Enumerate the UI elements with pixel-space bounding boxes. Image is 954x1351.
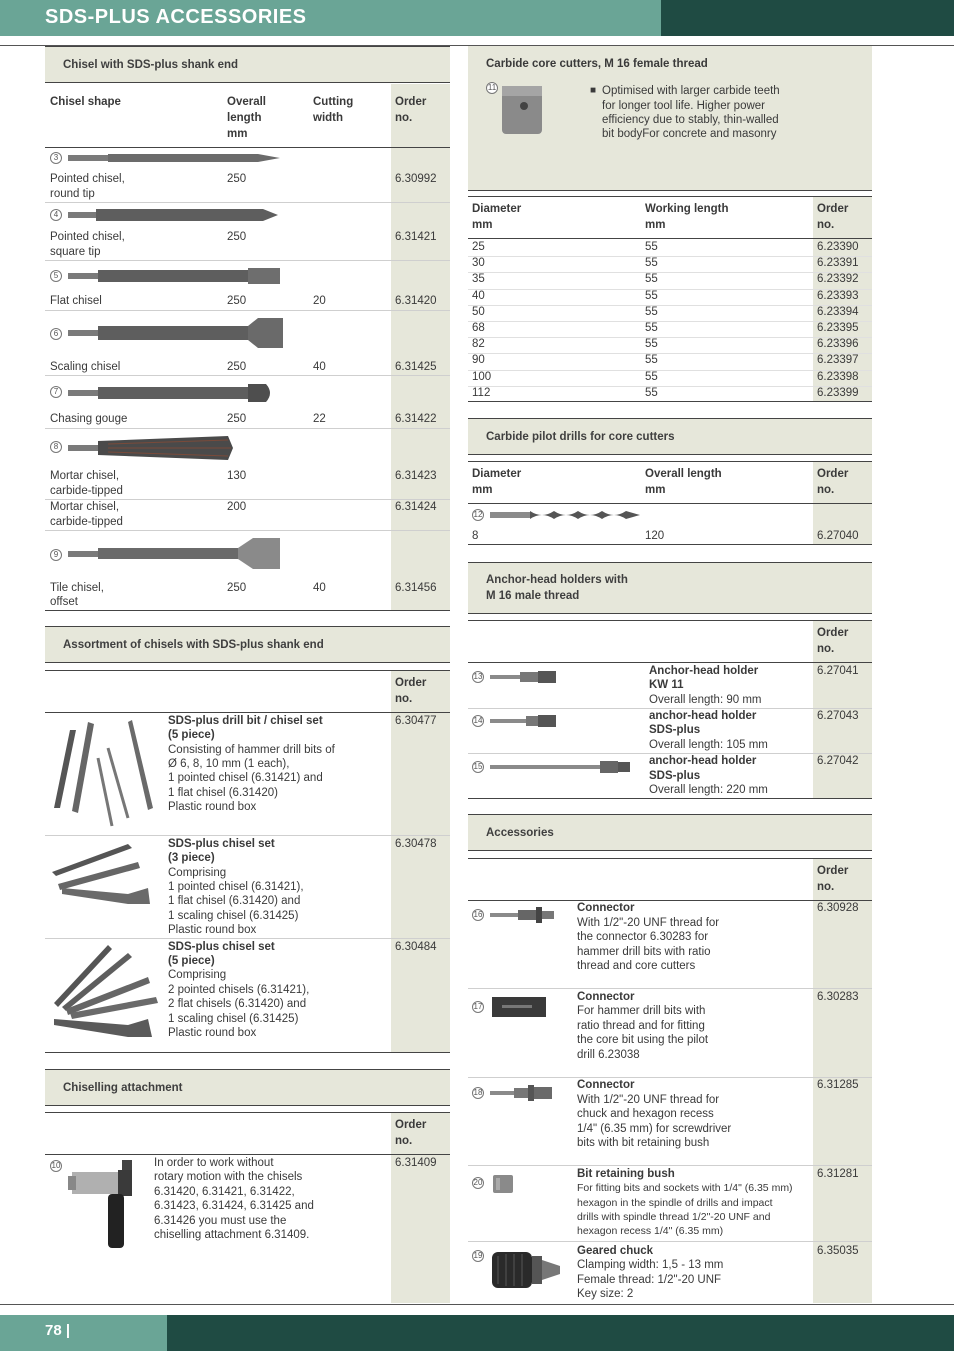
core-order: 6.23396 (817, 338, 859, 351)
table-rule (468, 620, 872, 621)
col-header-order-1: Order (395, 677, 427, 689)
col-header-order-2: no. (817, 484, 835, 496)
row-separator (468, 1077, 872, 1078)
item-number: 15 (473, 762, 483, 771)
core-cutter-desc: bit bodyFor concrete and masonry (602, 128, 777, 140)
accessory-order: 6.30928 (817, 902, 859, 914)
chisel-order: 6.31423 (395, 470, 437, 482)
set-desc: 2 flat chisels (6.31420) and (168, 998, 307, 1010)
item-number: 12 (473, 510, 483, 519)
attachment-desc: rotary motion with the chisels (154, 1171, 303, 1183)
core-order: 6.23397 (817, 354, 859, 367)
chisel-set-3-image (48, 842, 154, 910)
set-desc: Comprising (168, 867, 227, 879)
core-diameter: 35 (472, 273, 485, 286)
pilot-order: 6.27040 (817, 530, 859, 542)
col-header-width-1: Cutting (313, 96, 354, 108)
row-separator (468, 353, 872, 354)
core-diameter: 30 (472, 257, 485, 270)
table-rule (468, 196, 872, 197)
row-separator (468, 305, 872, 306)
set-title: (5 piece) (168, 729, 215, 741)
row-separator (468, 272, 872, 273)
accessory-desc: bits with bit retaining bush (577, 1137, 710, 1149)
core-order: 6.23398 (817, 370, 859, 383)
table-rule (468, 544, 872, 545)
core-length: 55 (645, 386, 658, 399)
set-order: 6.30477 (395, 715, 437, 727)
connector-2-image (492, 996, 548, 1018)
core-length: 55 (645, 370, 658, 383)
scaling-chisel-image (68, 317, 286, 349)
col-header-order-1: Order (817, 203, 849, 215)
accessory-desc: drills with spindle thread 1/2"-20 UNF and (577, 1211, 771, 1223)
accessory-name: Connector (577, 991, 635, 1003)
accessory-desc: chuck and hexagon recess (577, 1108, 714, 1120)
table-rule (468, 461, 872, 462)
core-order: 6.23395 (817, 322, 859, 334)
col-header-length-1: Overall (227, 96, 266, 108)
set-desc: 1 flat chisel (6.31420) (168, 787, 278, 799)
anchor-name: KW 11 (649, 679, 684, 691)
set-desc: Plastic round box (168, 1027, 257, 1039)
chisel-width: 20 (313, 295, 326, 307)
chisel-name: Chasing gouge (50, 413, 128, 425)
accessory-name: Geared chuck (577, 1245, 654, 1257)
anchor-holder-sds-image (490, 713, 560, 729)
set-desc: 1 scaling chisel (6.31425) (168, 1013, 299, 1025)
col-header-order-1: Order (395, 1119, 427, 1131)
row-separator (468, 1165, 872, 1166)
anchor-holder-kw11-image (490, 669, 560, 685)
anchor-desc: Overall length: 90 mm (649, 694, 762, 706)
table-rule (468, 900, 872, 901)
col-header-order-1: Order (817, 468, 849, 480)
chisel-name: Pointed chisel, (50, 173, 125, 185)
row-separator (468, 988, 872, 989)
col-header-length-2: mm (645, 219, 666, 231)
anchor-desc: Overall length: 220 mm (649, 784, 768, 796)
core-length: 55 (645, 322, 658, 334)
flat-chisel-image (68, 267, 282, 285)
chisel-order: 6.31422 (395, 413, 437, 425)
core-order: 6.23391 (817, 257, 859, 270)
connector-3-image (490, 1084, 556, 1102)
core-diameter: 112 (472, 386, 491, 399)
section-title: Accessories (486, 826, 554, 839)
col-header-length-1: Working length (645, 203, 729, 215)
accessory-order: 6.31281 (817, 1168, 859, 1180)
accessory-order: 6.30283 (817, 991, 859, 1003)
attachment-desc: 6.31423, 6.31424, 6.31425 and (154, 1200, 314, 1212)
core-order: 6.23392 (817, 273, 859, 286)
core-length: 55 (645, 354, 658, 367)
set-desc: Plastic round box (168, 801, 257, 813)
core-length: 55 (645, 338, 658, 351)
anchor-name: SDS-plus (649, 724, 701, 736)
table-rule (45, 147, 450, 148)
geared-chuck-image (490, 1246, 566, 1294)
chisel-order: 6.31421 (395, 231, 437, 243)
anchor-name: anchor-head holder (649, 710, 757, 722)
core-diameter: 90 (472, 354, 485, 367)
chisel-order: 6.31420 (395, 295, 437, 307)
tile-chisel-image (68, 537, 282, 571)
col-header-order-2: no. (395, 112, 413, 124)
chisel-name: carbide-tipped (50, 516, 123, 528)
accessory-desc: Clamping width: 1,5 - 13 mm (577, 1259, 724, 1271)
set-desc: 2 pointed chisels (6.31421), (168, 984, 310, 996)
item-number: 9 (50, 549, 62, 561)
set-title: SDS-plus chisel set (168, 941, 275, 953)
table-rule (45, 1052, 450, 1053)
set-desc: Comprising (168, 969, 227, 981)
pointed-chisel-square-image (68, 208, 280, 222)
col-header-order-2: no. (817, 643, 835, 655)
accessory-order: 6.31285 (817, 1079, 859, 1091)
chisel-name: carbide-tipped (50, 485, 123, 497)
section-title: Chiselling attachment (63, 1081, 183, 1094)
table-rule (468, 190, 872, 191)
col-header-order-1: Order (817, 627, 849, 639)
core-order: 6.23390 (817, 241, 859, 253)
col-header-order-1: Order (395, 96, 427, 108)
table-rule (468, 798, 872, 799)
chisel-width: 40 (313, 582, 326, 594)
core-diameter: 82 (472, 338, 485, 351)
attachment-desc: In order to work without (154, 1157, 274, 1169)
row-separator (45, 202, 450, 203)
attachment-order: 6.31409 (395, 1157, 437, 1169)
chasing-gouge-image (68, 382, 276, 404)
accessory-desc: Key size: 2 (577, 1288, 634, 1300)
accessory-desc: the core bit using the pilot (577, 1034, 709, 1046)
accessory-desc: For fitting bits and sockets with 1/4" (6.35 mm) (577, 1182, 793, 1194)
table-rule (45, 670, 450, 671)
col-header-order-2: no. (817, 881, 835, 893)
accessory-name: Connector (577, 1079, 635, 1091)
row-separator (45, 375, 450, 376)
item-number: 13 (473, 672, 483, 681)
core-order: 6.23399 (817, 386, 859, 399)
chisel-length: 130 (227, 470, 247, 482)
accessory-desc: hammer drill bits with ratio (577, 946, 711, 958)
accessory-name: Bit retaining bush (577, 1168, 675, 1180)
chisel-length: 250 (227, 173, 247, 185)
chisel-width: 22 (313, 413, 326, 425)
set-desc: 1 pointed chisel (6.31421) and (168, 772, 323, 784)
row-separator (468, 1241, 872, 1242)
set-desc: Consisting of hammer drill bits of (168, 744, 335, 756)
item-number: 10 (51, 1161, 61, 1170)
core-order: 6.23394 (817, 305, 859, 318)
bullet-icon: ■ (590, 85, 597, 96)
set-title: (5 piece) (168, 955, 215, 967)
accessory-order: 6.35035 (817, 1245, 859, 1257)
item-number: 17 (473, 1002, 483, 1011)
pilot-drill-image (490, 509, 646, 521)
core-diameter: 100 (472, 370, 492, 383)
chisel-name: Flat chisel (50, 295, 102, 307)
core-cutter-image (500, 82, 548, 138)
chisel-name: Scaling chisel (50, 361, 121, 373)
chisel-length: 250 (227, 582, 247, 594)
table-rule (468, 401, 872, 402)
chisel-length: 250 (227, 295, 247, 307)
item-number: 20 (473, 1178, 483, 1187)
table-rule (45, 712, 450, 713)
row-separator (468, 289, 872, 290)
section-title: M 16 male thread (486, 590, 580, 602)
item-number: 8 (50, 441, 62, 453)
chisel-name: Pointed chisel, (50, 231, 125, 243)
row-separator (45, 428, 450, 429)
section-header-pilot (468, 418, 872, 455)
anchor-name: Anchor-head holder (649, 665, 759, 677)
col-header-diameter-1: Diameter (472, 203, 522, 215)
item-number: 19 (473, 1251, 483, 1260)
row-separator (468, 386, 872, 387)
row-separator (45, 260, 450, 261)
drill-chisel-set-image (48, 718, 158, 828)
chiselling-attachment-image (68, 1158, 142, 1250)
table-rule (468, 858, 872, 859)
section-header-chisels (45, 46, 450, 83)
footer-bar (0, 1315, 167, 1351)
section-header-attachment (45, 1069, 450, 1106)
accessory-desc: thread and core cutters (577, 960, 696, 972)
core-cutter-desc: Optimised with larger carbide teeth (602, 85, 780, 97)
col-header-order-1: Order (817, 865, 849, 877)
accessory-desc: the connector 6.30283 for (577, 931, 709, 943)
accessory-desc: With 1/2"-20 UNF thread for (577, 1094, 720, 1106)
chisel-order: 6.31456 (395, 582, 437, 594)
set-desc: 1 scaling chisel (6.31425) (168, 910, 299, 922)
core-length: 55 (645, 273, 658, 286)
anchor-holder-long-image (490, 759, 634, 775)
header-bar-dark (661, 0, 954, 36)
section-title: Carbide pilot drills for core cutters (486, 430, 675, 443)
table-rule (45, 1112, 450, 1113)
row-separator (468, 337, 872, 338)
attachment-desc: 6.31420, 6.31421, 6.31422, (154, 1186, 295, 1198)
page-title: SDS-PLUS ACCESSORIES (45, 6, 307, 28)
set-title: SDS-plus chisel set (168, 838, 275, 850)
col-header-diameter-1: Diameter (472, 468, 522, 480)
pilot-length: 120 (645, 530, 665, 542)
mortar-chisel-image (68, 434, 236, 462)
section-header-accessories (468, 814, 872, 851)
accessory-desc: 1/4" (6.35 mm) for screwdriver (577, 1123, 732, 1135)
core-order: 6.23393 (817, 289, 859, 302)
chisel-set-5-image (48, 943, 160, 1043)
core-length: 55 (645, 289, 658, 302)
item-number: 7 (50, 386, 62, 398)
chisel-order: 6.31425 (395, 361, 437, 373)
item-number: 4 (50, 209, 62, 221)
bit-retaining-bush-image (492, 1174, 514, 1194)
accessory-desc: For hammer drill bits with (577, 1005, 706, 1017)
core-diameter: 68 (472, 322, 485, 334)
attachment-desc: chiselling attachment 6.31409. (154, 1229, 310, 1241)
chisel-name: square tip (50, 246, 101, 258)
chisel-order: 6.31424 (395, 501, 437, 513)
accessory-desc: drill 6.23038 (577, 1049, 640, 1061)
row-separator (45, 835, 450, 836)
anchor-name: anchor-head holder (649, 755, 757, 767)
accessory-desc: hexagon recess 1/4" (6.35 mm) (577, 1225, 724, 1237)
set-desc: Ø 6, 8, 10 mm (1 each), (168, 758, 290, 770)
core-cutter-desc: for longer tool life. Higher power (602, 100, 765, 112)
pilot-diameter: 8 (472, 530, 479, 542)
row-separator (45, 938, 450, 939)
col-header-length-3: mm (227, 128, 248, 140)
table-rule (45, 1154, 450, 1155)
anchor-order: 6.27042 (817, 755, 859, 767)
chisel-order: 6.30992 (395, 173, 437, 185)
page-number: 78 | (45, 1322, 71, 1339)
col-header-length-1: Overall length (645, 468, 722, 480)
core-length: 55 (645, 305, 658, 318)
set-order: 6.30478 (395, 838, 437, 850)
anchor-desc: Overall length: 105 mm (649, 739, 768, 751)
accessory-name: Connector (577, 902, 635, 914)
chisel-length: 200 (227, 501, 247, 513)
accessory-desc: hexagon in the spindle of drills and impact (577, 1197, 773, 1209)
core-diameter: 50 (472, 305, 485, 318)
set-order: 6.30484 (395, 941, 437, 953)
col-header-diameter-2: mm (472, 219, 493, 231)
row-separator (468, 370, 872, 371)
chisel-name: Tile chisel, (50, 582, 104, 594)
section-header-anchor (468, 562, 872, 614)
core-diameter: 40 (472, 289, 485, 302)
core-length: 55 (645, 257, 658, 270)
section-header-assortment (45, 626, 450, 663)
chisel-width: 40 (313, 361, 326, 373)
connector-1-image (490, 906, 560, 924)
item-number: 6 (50, 328, 62, 340)
anchor-order: 6.27041 (817, 665, 859, 677)
core-diameter: 25 (472, 241, 485, 253)
chisel-length: 250 (227, 361, 247, 373)
set-desc: 1 pointed chisel (6.31421), (168, 881, 304, 893)
set-title: SDS-plus drill bit / chisel set (168, 715, 323, 727)
anchor-order: 6.27043 (817, 710, 859, 722)
item-number: 3 (50, 152, 62, 164)
row-separator (45, 530, 450, 531)
accessory-desc: With 1/2"-20 UNF thread for (577, 917, 720, 929)
core-cutter-desc: efficiency due to stably, thin-walled (602, 114, 779, 126)
table-rule (45, 610, 450, 611)
table-rule (468, 238, 872, 239)
item-number: 11 (487, 83, 497, 92)
col-header-length-2: length (227, 112, 262, 124)
set-desc: Plastic round box (168, 924, 257, 936)
row-separator (45, 310, 450, 311)
accessory-desc: ratio thread and for fitting (577, 1020, 705, 1032)
chisel-name: Mortar chisel, (50, 470, 120, 482)
row-separator (468, 321, 872, 322)
anchor-name: SDS-plus (649, 770, 701, 782)
set-desc: 1 flat chisel (6.31420) and (168, 895, 301, 907)
order-column-bg (391, 84, 450, 610)
col-header-order-2: no. (395, 1135, 413, 1147)
footer-bar-dark (167, 1315, 954, 1351)
section-title: Carbide core cutters, M 16 female thread (486, 58, 708, 70)
accessory-desc: Female thread: 1/2"-20 UNF (577, 1274, 722, 1286)
item-number: 5 (50, 270, 62, 282)
core-length: 55 (645, 241, 658, 253)
set-title: (3 piece) (168, 852, 215, 864)
chisel-length: 250 (227, 413, 247, 425)
chisel-name: round tip (50, 188, 95, 200)
item-number: 18 (473, 1088, 483, 1097)
section-title: Anchor-head holders with (486, 574, 628, 586)
item-number: 14 (473, 716, 483, 725)
attachment-desc: 6.31426 you must use the (154, 1215, 287, 1227)
col-header-order-2: no. (817, 219, 835, 231)
table-rule (468, 503, 872, 504)
col-header-shape: Chisel shape (50, 96, 121, 108)
col-header-order-2: no. (395, 693, 413, 705)
col-header-width-2: width (313, 112, 344, 124)
item-number: 16 (473, 910, 483, 919)
pointed-chisel-round-image (68, 153, 280, 163)
row-separator (468, 256, 872, 257)
col-header-length-2: mm (645, 484, 666, 496)
chisel-name: offset (50, 596, 78, 608)
table-rule (468, 662, 872, 663)
chisel-length: 250 (227, 231, 247, 243)
section-title: Chisel with SDS-plus shank end (63, 58, 239, 71)
col-header-diameter-2: mm (472, 484, 493, 496)
chisel-name: Mortar chisel, (50, 501, 120, 513)
section-title: Assortment of chisels with SDS-plus shank end (63, 638, 324, 651)
bottom-rule (0, 1304, 954, 1305)
